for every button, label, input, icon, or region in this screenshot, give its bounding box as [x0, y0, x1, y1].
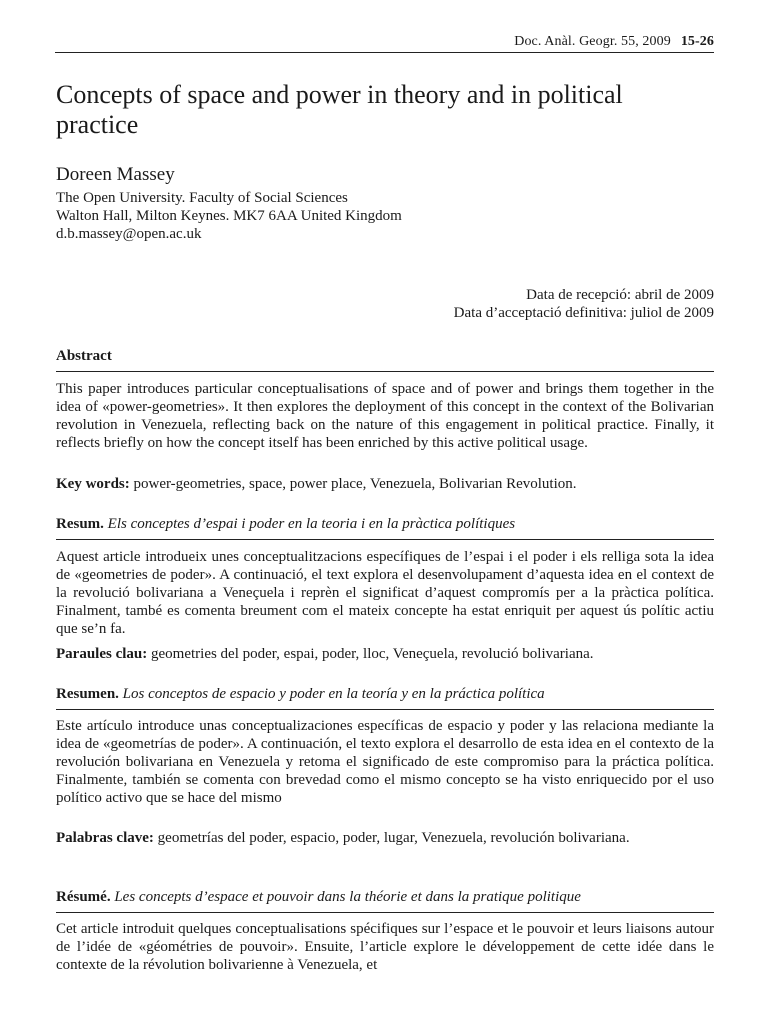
- abstract-heading: [56, 347, 714, 365]
- author-name: Doreen Massey: [56, 164, 175, 185]
- palabras-clave-label: Palabras clave:: [56, 830, 154, 846]
- affiliation-address: Walton Hall, Milton Keynes. MK7 6AA United Kingdom: [56, 208, 402, 224]
- paraules-clau-label: Paraules clau:: [56, 646, 148, 662]
- resum-keywords: [56, 645, 714, 663]
- resume-subtitle: Les concepts d’espace et pouvoir dans la théorie et dans la pratique politique: [110, 889, 581, 905]
- page-range: 15-26: [680, 34, 714, 49]
- resumen-keywords: [56, 829, 714, 847]
- abstract-rule: [56, 371, 714, 372]
- affiliation-institution: The Open University. Faculty of Social Sciences: [56, 190, 348, 206]
- resumen-label: Resumen.: [56, 686, 119, 702]
- submission-dates: [454, 286, 714, 322]
- resumen-text: Este artículo introduce unas conceptualizaciones específicas de espacio y poder y las relaciona mediante la idea de «geometrías de poder». A continuación, el texto explora el desarrollo de esta idea en el contexto de la revolución bolivariana en Venezuela y retoma el significado de este compromiso para la práctica política. Finalmente, también se comenta con brevedad como el mismo concepto se ha visto enriquecido por el uso político activo que se hace del mismo: [56, 718, 714, 806]
- resume-label: Résumé.: [56, 889, 111, 905]
- abstract-keywords: [56, 475, 714, 493]
- date-accepted: Data d’acceptació definitiva: juliol de 2009: [453, 305, 714, 321]
- resum-heading: [56, 515, 714, 533]
- palabras-clave-list: geometrías del poder, espacio, poder, lugar, Venezuela, revolución bolivariana.: [153, 830, 630, 846]
- resume-heading: [56, 888, 714, 906]
- resume-text: Cet article introduit quelques conceptualisations spécifiques sur l’espace et le pouvoir et leurs liaisons autour de l’idée de «géométries de pouvoir». Ensuite, l’article explore le développement de cette idée dans le contexte de la révolution bolivarienne à Venezuela, et: [56, 921, 714, 973]
- keywords-list: power-geometries, space, power place, Venezuela, Bolivarian Revolution.: [129, 476, 577, 492]
- resumen-heading: [56, 685, 714, 703]
- author-email: d.b.massey@open.ac.uk: [56, 226, 202, 242]
- resum-label: Resum.: [56, 516, 104, 532]
- resum-text: Aquest article introdueix unes conceptualitzacions específiques de l’espai i el poder i els relliga sota la idea de «geometries de poder». A continuació, el text explora el desenvolupament d’aquesta idea en el context de la revolució bolivariana a Veneçuela i reprèn el significat d’aquest compromís per a la pràctica política. Finalment, també es comenta breument com el mateix concepte ha estat enriquit per aquest ús polític actiu que se’n fa.: [56, 549, 714, 637]
- paraules-clau-list: geometries del poder, espai, poder, lloc, Veneçuela, revolució bolivariana.: [147, 646, 594, 662]
- running-head: [514, 34, 714, 50]
- resume-rule: [56, 912, 714, 913]
- article-title: Concepts of space and power in theory and in political practice: [56, 80, 623, 139]
- resumen-rule: [56, 709, 714, 710]
- resum-rule: [56, 539, 714, 540]
- resumen-subtitle: Los conceptos de espacio y poder en la teoría y en la práctica política: [118, 686, 545, 702]
- author-affiliation: [56, 189, 402, 243]
- header-rule: [55, 52, 714, 53]
- journal-citation: Doc. Anàl. Geogr. 55, 2009: [514, 34, 671, 49]
- resum-subtitle: Els conceptes d’espai i poder en la teoria i en la pràctica polítiques: [103, 516, 516, 532]
- date-received: Data de recepció: abril de 2009: [526, 287, 714, 303]
- abstract-label: Abstract: [56, 348, 112, 364]
- abstract-text: This paper introduces particular conceptualisations of space and of power and brings them together in the idea of «power-geometries». It then explores the deployment of this concept in the context of the Bolivarian revolution in Venezuela, reflecting back on the nature of this engagement in political practice. Finally, it reflects briefly on how the concept itself has been enriched by this active political usage.: [56, 381, 714, 451]
- keywords-label: Key words:: [56, 476, 130, 492]
